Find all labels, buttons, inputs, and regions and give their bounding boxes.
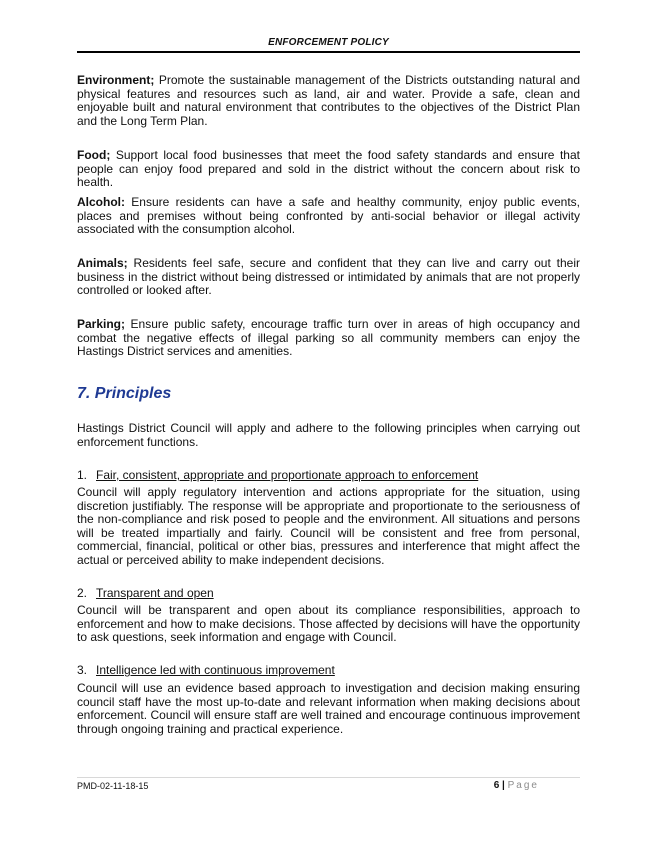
page-label: Page — [507, 780, 539, 791]
page-number: 6 — [493, 780, 500, 791]
header-rule — [77, 51, 580, 53]
footer-page-indicator — [494, 780, 539, 791]
principle-title-text: Fair, consistent, appropriate and proportionate approach to enforcement — [96, 468, 479, 482]
paragraph-alcohol — [77, 196, 580, 237]
paragraph-lead: Environment; — [77, 73, 155, 87]
paragraph-text: Support local food businesses that meet the food safety standards and ensure that people can enjoy food prepared and sold in the district without the concern about risk to health. — [77, 148, 580, 190]
principle-number: 1. — [77, 468, 88, 482]
paragraph-lead: Alcohol: — [77, 195, 125, 209]
section-intro: Hastings District Council will apply and adhere to the following principles when carrying out enforcement functions. — [77, 421, 580, 449]
paragraph-parking — [77, 318, 580, 359]
footer-doc-ref: PMD-02-11-18-15 — [77, 781, 149, 791]
footer-rule — [77, 777, 580, 778]
paragraph-lead: Animals; — [77, 256, 128, 270]
page-separator: | — [502, 780, 505, 791]
paragraph-environment — [77, 74, 580, 128]
principle-number: 2. — [77, 586, 88, 600]
paragraph-text: Ensure public safety, encourage traffic turn over in areas of high occupancy and combat the negative effects of illegal parking so all community members can enjoy the Hastings District services and amenities. — [77, 317, 580, 359]
principle-number: 3. — [77, 663, 88, 677]
paragraph-text: Promote the sustainable management of the Districts outstanding natural and physical features and resources such as land, air and water. Provide a safe, clean and enjoyable built and natural environment that contributes to the objectives of the District Plan and the Long Term Plan. — [77, 73, 580, 128]
principle-title — [77, 664, 580, 678]
principle-body: Council will apply regulatory intervention and actions appropriate for the situation, using discretion justifiably. The response will be appropriate and proportionate to the seriousness of the non-compliance and risk posed to people and the environment. All situations and persons will be treated impartially and fairly. Council will be consistent and free from personal, commercial, financial, political or other bias, pressures and interference that might affect the actual or perceived ability to make independent decisions. — [77, 485, 580, 567]
principle-body: Council will be transparent and open about its compliance responsibilities, approach to enforcement and how to make decisions. Those affected by decisions will have the opportunity to ask questions, seek information and engage with Council. — [77, 603, 580, 645]
paragraph-animals — [77, 257, 580, 298]
paragraph-text: Residents feel safe, secure and confident that they can live and carry out their business in the district without being distressed or intimidated by animals that are not properly controlled or looked after. — [77, 256, 580, 298]
principle-title — [77, 587, 580, 601]
paragraph-text: Ensure residents can have a safe and healthy community, enjoy public events, places and premises without being confronted by anti-social behavior or illegal activity associated with the consumption alcohol. — [77, 195, 580, 237]
section-heading: 7. Principles — [77, 385, 172, 402]
paragraph-lead: Food; — [77, 148, 111, 162]
paragraph-lead: Parking; — [77, 317, 126, 331]
principle-title-text: Transparent and open — [96, 586, 214, 600]
principle-body: Council will use an evidence based approach to investigation and decision making ensuring council staff have the most up-to-date and relevant information when making decisions about enforcement. Council will ensure staff are well trained and encourage continuous improvement through ongoing training and practical experience. — [77, 681, 580, 736]
principle-title — [77, 469, 580, 483]
paragraph-food — [77, 149, 580, 190]
principle-title-text: Intelligence led with continuous improvement — [96, 663, 335, 677]
header-title: ENFORCEMENT POLICY — [268, 37, 389, 48]
